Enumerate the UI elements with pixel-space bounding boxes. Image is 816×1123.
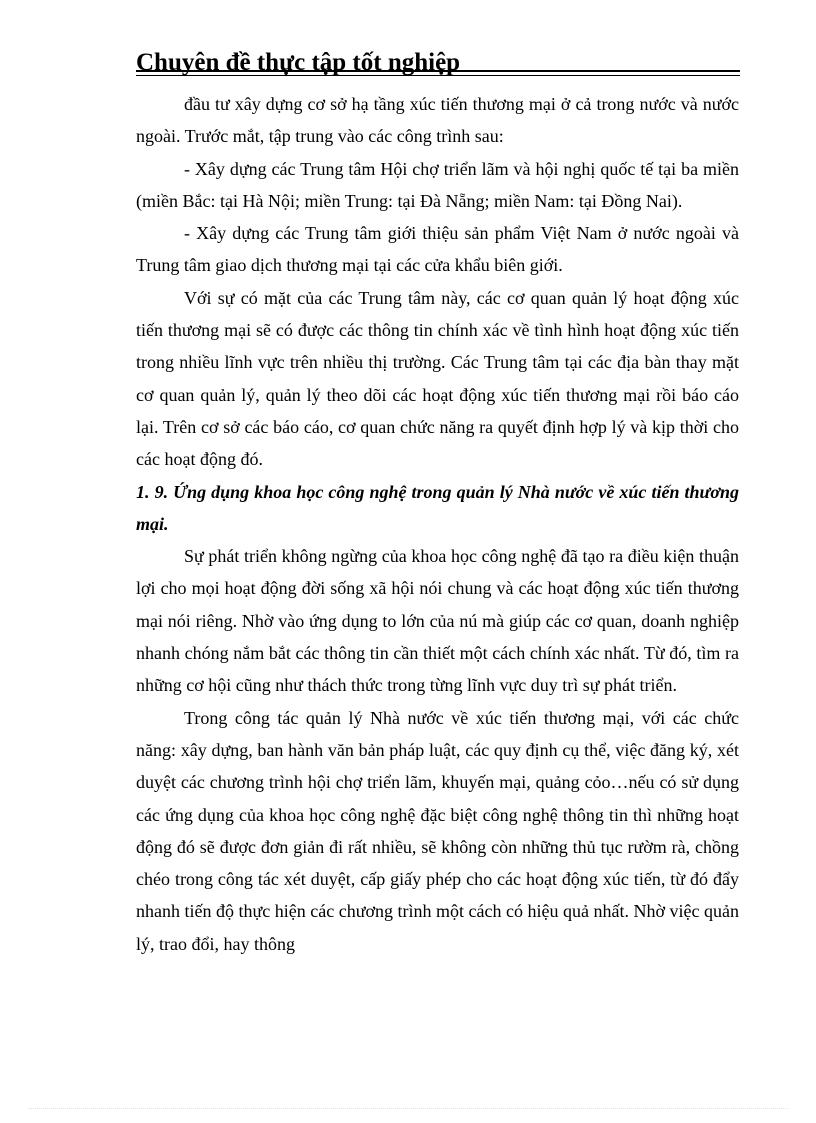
paragraph: Sự phát triển không ngừng của khoa học công nghệ đã tạo ra điều kiện thuận lợi cho mọi hoạt động đời sống xã hội nói chung và các hoạt động xúc tiến thương mại nói riêng. Nhờ vào ứng dụng to lớn của nú mà giúp các cơ quan, doanh nghiệp nhanh chóng nắm bắt các thông tin cần thiết một cách chính xác nhất. Từ đó, tìm ra những cơ hội cũng như thách thức trong từng lĩnh vực duy trì sự phát triển. [136, 546, 739, 696]
page-bottom-border [28, 1108, 788, 1109]
section-heading: 1. 9. Ứng dụng khoa học công nghệ trong quản lý Nhà nước về xúc tiến thương mại. [136, 481, 739, 534]
header-rule-thin [136, 75, 740, 76]
body-text [136, 88, 739, 960]
paragraph: đầu tư xây dựng cơ sở hạ tầng xúc tiến thương mại ở cả trong nước và nước ngoài. Trước mắt, tập trung vào các công trình sau: [136, 94, 739, 147]
page-header [136, 46, 740, 80]
paragraph: Trong công tác quản lý Nhà nước về xúc tiến thương mại, với các chức năng: xây dựng, ban hành văn bản pháp luật, các quy định cụ thể, việc đăng ký, xét duyệt các chương trình hội chợ triển lãm, khuyến mại, quảng cỏo…nếu có sử dụng các ứng dụng của khoa học công nghệ đặc biệt công nghệ thông tin thì những hoạt động đó sẽ được đơn giản đi rất nhiều, sẽ không còn những thủ tục rườm rà, chồng chéo trong công tác xét duyệt, cấp giấy phép cho các hoạt động xúc tiến, từ đó đẩy nhanh tiến độ thực hiện các chương trình một cách có hiệu quả nhất. Nhờ việc quản lý, trao đổi, hay thông [136, 707, 739, 954]
bullet-paragraph: - Xây dựng các Trung tâm giới thiệu sản phẩm Việt Nam ở nước ngoài và Trung tâm giao dịch thương mại tại các cửa khẩu biên giới. [136, 223, 739, 276]
header-rule-thick [136, 70, 740, 72]
header-title: Chuyên đề thực tập tốt nghiệp [136, 49, 461, 76]
paragraph: Với sự có mặt của các Trung tâm này, các cơ quan quản lý hoạt động xúc tiến thương mại sẽ có được các thông tin chính xác về tình hình hoạt động xúc tiến trong nhiều lĩnh vực trên nhiều thị trường. Các Trung tâm tại các địa bàn thay mặt cơ quan quản lý, quản lý theo dõi các hoạt động xúc tiến thương mại rồi báo cáo lại. Trên cơ sở các báo cáo, cơ quan chức năng ra quyết định hợp lý và kịp thời cho các hoạt động đó. [136, 287, 739, 470]
bullet-paragraph: - Xây dựng các Trung tâm Hội chợ triển lãm và hội nghị quốc tế tại ba miền (miền Bắc: tại Hà Nội; miền Trung: tại Đà Nẵng; miền Nam: tại Đồng Nai). [136, 158, 739, 211]
